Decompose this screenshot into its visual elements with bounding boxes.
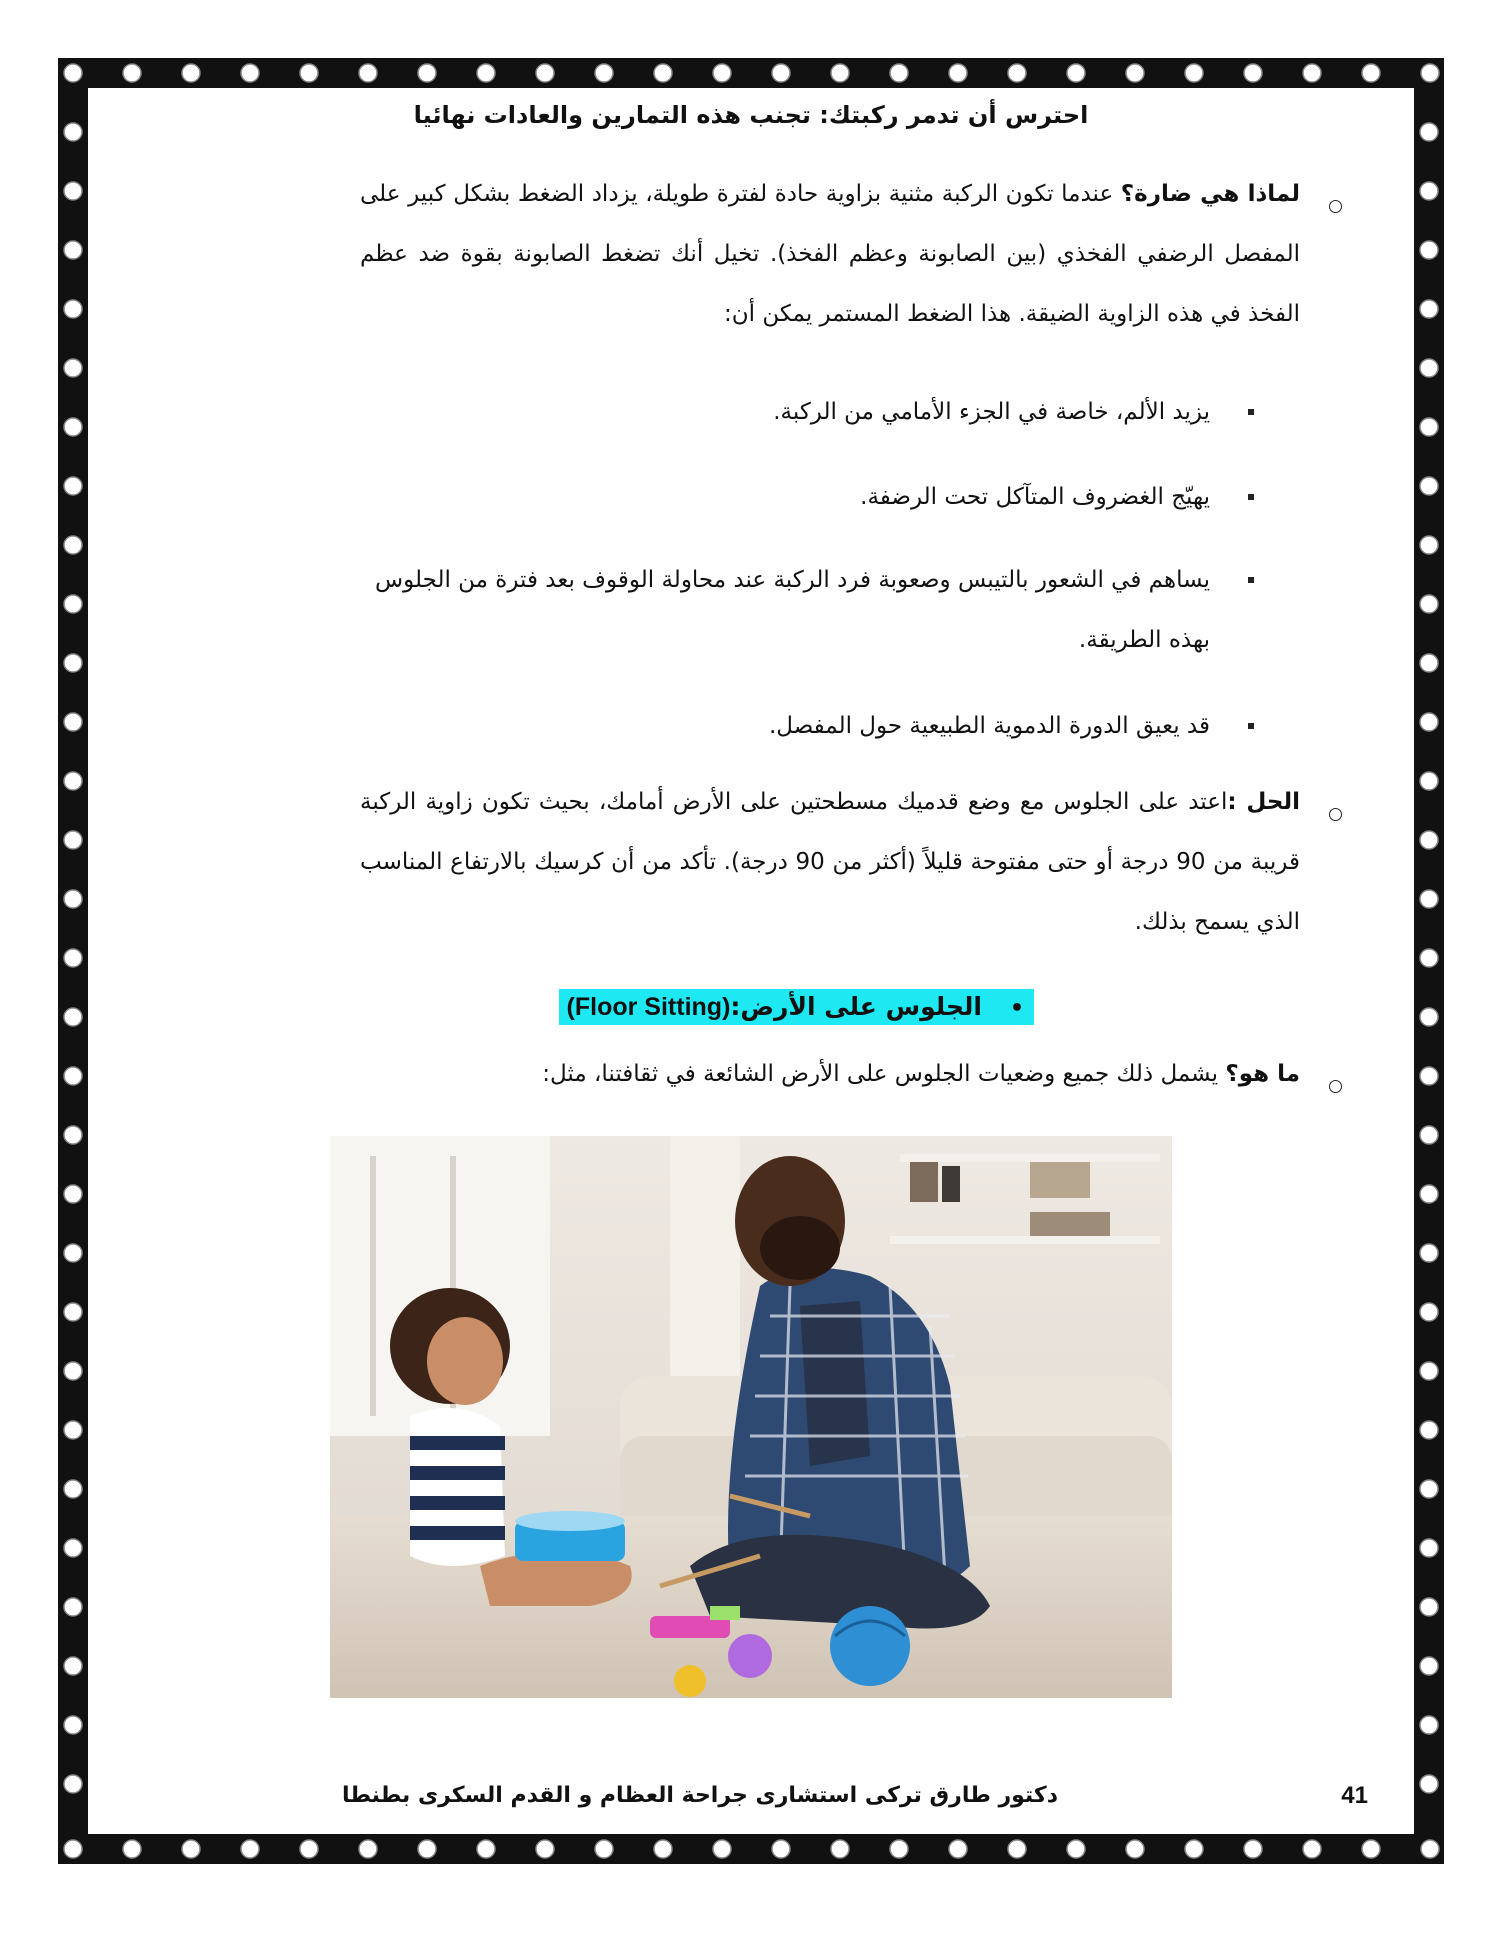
- border-dot: [1420, 1008, 1438, 1026]
- why-harmful-lead: لماذا هي ضارة؟: [1120, 181, 1300, 207]
- border-dot: [1420, 1598, 1438, 1616]
- border-dot: [64, 831, 82, 849]
- border-dot: [1185, 64, 1203, 82]
- border-dot: [1303, 1840, 1321, 1858]
- border-dot: [1420, 1362, 1438, 1380]
- border-dot: [359, 64, 377, 82]
- border-dot: [1420, 1244, 1438, 1262]
- border-dot: [949, 64, 967, 82]
- border-dot: [123, 64, 141, 82]
- border-dot: [64, 595, 82, 613]
- border-dot: [64, 123, 82, 141]
- border-dot: [1420, 831, 1438, 849]
- border-dot: [1185, 1840, 1203, 1858]
- border-dot: [713, 64, 731, 82]
- border-dot: [64, 1421, 82, 1439]
- circle-bullet-icon: [1329, 808, 1342, 821]
- border-dot: [64, 64, 82, 82]
- border-dot: [64, 1775, 82, 1793]
- border-dot: [772, 1840, 790, 1858]
- effect-item: يهيّج الغضروف المتآكل تحت الرضفة.: [860, 484, 1210, 510]
- border-dot: [241, 1840, 259, 1858]
- border-dot: [300, 1840, 318, 1858]
- border-dot: [1420, 123, 1438, 141]
- border-dot: [64, 1840, 82, 1858]
- border-dot: [64, 1126, 82, 1144]
- border-dot: [64, 890, 82, 908]
- why-harmful-text: عندما تكون الركبة مثنية بزاوية حادة لفترة طويلة، يزداد الضغط بشكل كبير على المفصل الرضفي الفخذي (بين الصابونة وعظم الفخذ). تخيل أنك تضغط الصابونة بقوة ضد عظم الفخذ في هذه الزاوية الضيقة. هذا الضغط المستمر يمكن أن:: [360, 181, 1300, 327]
- border-dot: [64, 713, 82, 731]
- border-dot: [1420, 654, 1438, 672]
- effect-item: قد يعيق الدورة الدموية الطبيعية حول المفصل.: [768, 713, 1210, 739]
- border-dot: [1420, 1185, 1438, 1203]
- solution-lead: الحل :: [1227, 789, 1300, 815]
- border-dot: [831, 64, 849, 82]
- border-dot: [64, 182, 82, 200]
- border-dot: [536, 64, 554, 82]
- border-dot: [1420, 359, 1438, 377]
- border-dot: [477, 1840, 495, 1858]
- heading-arabic: الجلوس على الأرض:: [730, 992, 982, 1021]
- what-is-lead: ما هو؟: [1225, 1061, 1300, 1087]
- border-dot: [1420, 949, 1438, 967]
- what-is-text: يشمل ذلك جميع وضعيات الجلوس على الأرض الشائعة في ثقافتنا، مثل:: [542, 1061, 1226, 1087]
- border-dot: [1420, 1716, 1438, 1734]
- border-dot: [64, 359, 82, 377]
- border-dot: [713, 1840, 731, 1858]
- border-dot: [64, 1185, 82, 1203]
- border-dot: [1420, 772, 1438, 790]
- border-dot: [64, 1539, 82, 1557]
- border-dot: [831, 1840, 849, 1858]
- border-dot: [1362, 1840, 1380, 1858]
- border-dot: [359, 1840, 377, 1858]
- border-dot: [1244, 1840, 1262, 1858]
- border-dot: [654, 64, 672, 82]
- square-bullet-icon: [1248, 723, 1254, 729]
- border-dot: [64, 1008, 82, 1026]
- border-dot: [772, 64, 790, 82]
- border-dot: [64, 1716, 82, 1734]
- effect-item: يزيد الألم، خاصة في الجزء الأمامي من الركبة.: [773, 399, 1210, 425]
- page-number: 41: [1341, 1782, 1368, 1809]
- border-dot: [64, 536, 82, 554]
- border-dot: [1420, 1067, 1438, 1085]
- border-dot: [64, 241, 82, 259]
- border-dot: [1008, 64, 1026, 82]
- border-dot: [418, 1840, 436, 1858]
- border-dot: [1420, 1480, 1438, 1498]
- border-dot: [300, 64, 318, 82]
- square-bullet-icon: [1248, 494, 1254, 500]
- border-dot: [64, 1303, 82, 1321]
- border-dot: [1420, 536, 1438, 554]
- border-dot: [1420, 1126, 1438, 1144]
- floor-sitting-photo: [330, 1136, 1172, 1698]
- border-dot: [1244, 64, 1262, 82]
- border-dot: [64, 1362, 82, 1380]
- border-dot: [418, 64, 436, 82]
- border-dot: [64, 772, 82, 790]
- circle-bullet-icon: [1329, 200, 1342, 213]
- why-harmful-paragraph: [360, 164, 1300, 344]
- border-dot: [64, 1598, 82, 1616]
- border-dot: [890, 1840, 908, 1858]
- border-dot: [1420, 1775, 1438, 1793]
- border-dot: [1420, 890, 1438, 908]
- border-dot: [1067, 1840, 1085, 1858]
- footer-author: دكتور طارق تركى استشارى جراحة العظام و القدم السكرى بطنطا: [341, 1783, 1058, 1808]
- border-dot: [64, 1067, 82, 1085]
- border-dot: [1420, 241, 1438, 259]
- border-dot: [1420, 1421, 1438, 1439]
- border-dot: [1126, 1840, 1144, 1858]
- border-dot: [595, 1840, 613, 1858]
- floor-sitting-heading: [559, 989, 1034, 1025]
- page-title: احترس أن تدمر ركبتك: تجنب هذه التمارين والعادات نهائيا: [413, 101, 1089, 129]
- border-dot: [1008, 1840, 1026, 1858]
- what-is-paragraph: [360, 1044, 1300, 1104]
- border-dot: [1420, 1539, 1438, 1557]
- border-dot: [182, 64, 200, 82]
- border-dot: [64, 1244, 82, 1262]
- border-dot: [1421, 1840, 1439, 1858]
- effect-item: يساهم في الشعور بالتيبس وصعوبة فرد الركبة عند محاولة الوقوف بعد فترة من الجلوس بهذه الطريقة.: [375, 567, 1210, 653]
- border-dot: [1420, 1657, 1438, 1675]
- border-dot: [64, 1480, 82, 1498]
- border-dot: [890, 64, 908, 82]
- solution-text: اعتد على الجلوس مع وضع قدميك مسطحتين على الأرض أمامك، بحيث تكون زاوية الركبة قريبة من 90 درجة أو حتى مفتوحة قليلاً (أكثر من 90 درجة). تأكد من أن كرسيك بالارتفاع المناسب الذي يسمح بذلك.: [360, 789, 1300, 935]
- border-dot: [64, 1657, 82, 1675]
- border-dot: [1362, 64, 1380, 82]
- border-dot: [1420, 1303, 1438, 1321]
- border-dot: [64, 300, 82, 318]
- border-dot: [241, 64, 259, 82]
- border-dot: [477, 64, 495, 82]
- document-page: [96, 96, 1406, 1826]
- border-dot: [1067, 64, 1085, 82]
- border-dot: [64, 654, 82, 672]
- border-dot: [1420, 713, 1438, 731]
- border-dot: [64, 477, 82, 495]
- border-dot: [1420, 477, 1438, 495]
- border-dot: [654, 1840, 672, 1858]
- border-dot: [595, 64, 613, 82]
- border-dot: [123, 1840, 141, 1858]
- heading-english: (Floor Sitting): [566, 993, 731, 1021]
- border-dot: [1421, 64, 1439, 82]
- heading-bullet: •: [1009, 996, 1024, 1021]
- square-bullet-icon: [1248, 409, 1254, 415]
- solution-paragraph: [360, 772, 1300, 952]
- circle-bullet-icon: [1329, 1080, 1342, 1093]
- border-dot: [1126, 64, 1144, 82]
- border-dot: [1420, 182, 1438, 200]
- border-dot: [949, 1840, 967, 1858]
- border-dot: [1420, 300, 1438, 318]
- border-dot: [1303, 64, 1321, 82]
- border-dot: [182, 1840, 200, 1858]
- border-dot: [64, 418, 82, 436]
- border-dot: [1420, 418, 1438, 436]
- border-dot: [536, 1840, 554, 1858]
- border-dot: [1420, 595, 1438, 613]
- square-bullet-icon: [1248, 577, 1254, 583]
- border-dot: [64, 949, 82, 967]
